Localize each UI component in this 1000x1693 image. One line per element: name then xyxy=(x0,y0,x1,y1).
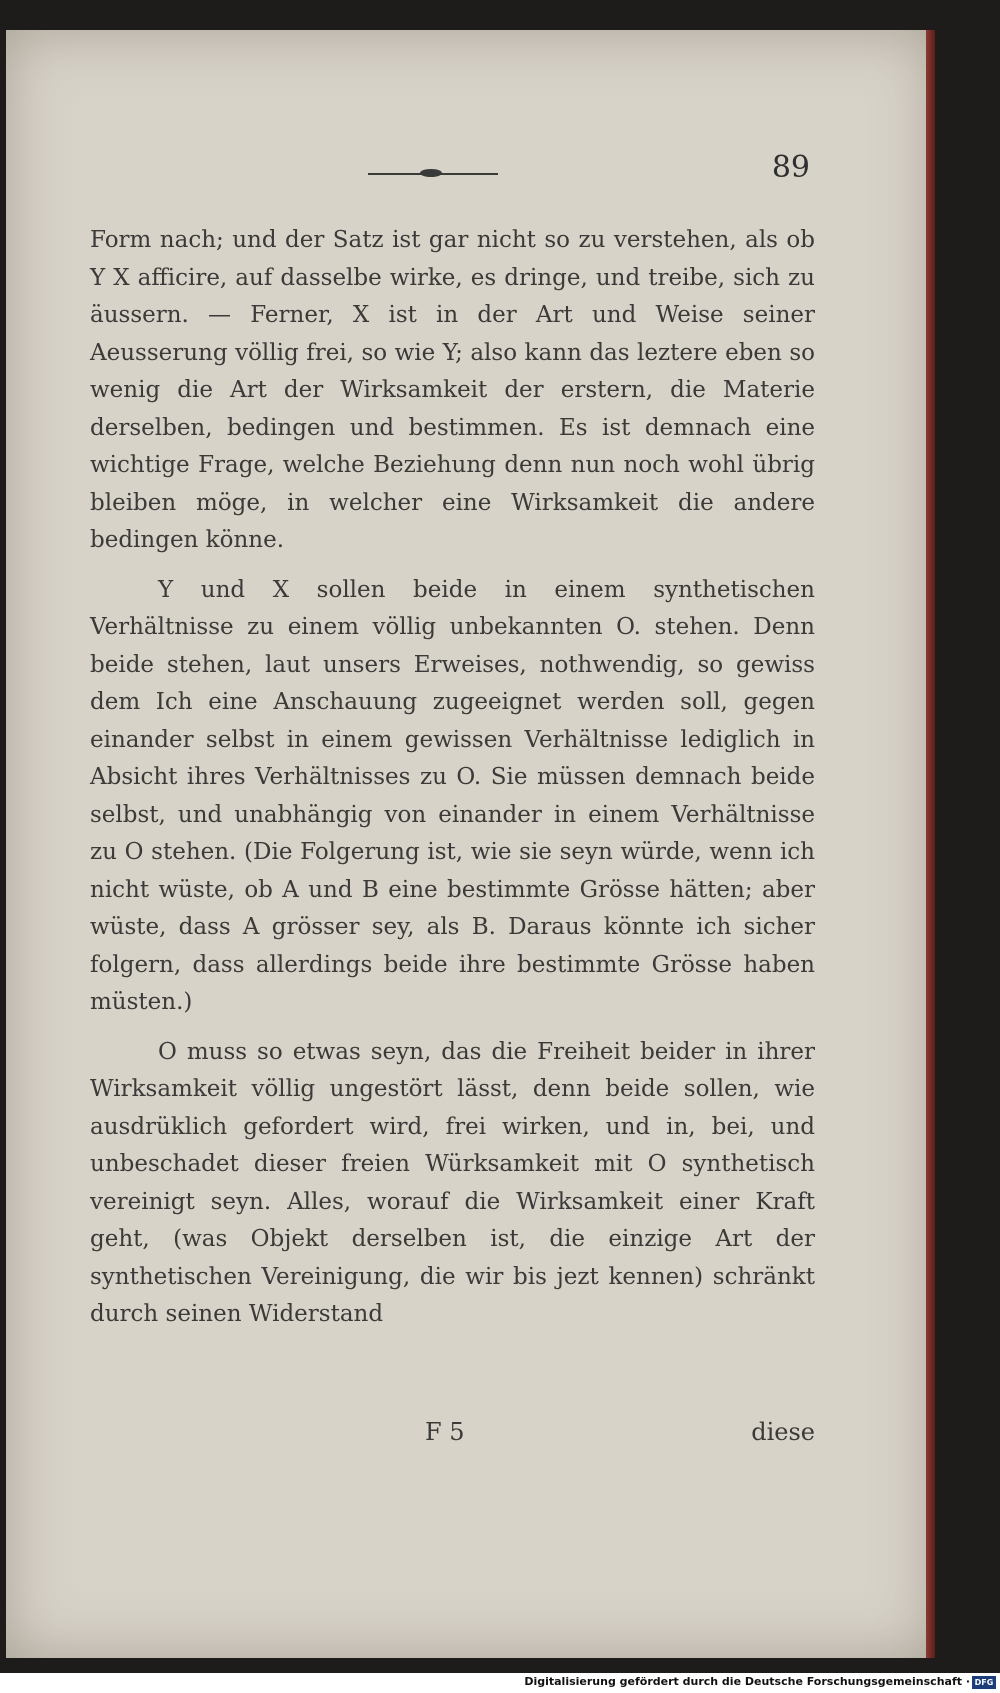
digitization-credit: Digitalisierung gefördert durch die Deutsche Forschungsgemeinschaft · xyxy=(524,1675,970,1688)
ornament-center xyxy=(420,169,442,177)
paragraph-3: O muss so etwas seyn, das die Freiheit beider in ihrer Wirksamkeit völlig ungestört lässt, denn beide sollen, wie ausdrüklich gefordert wird, frei wirken, und in, bei, und unbeschadet dieser freien Würksamkeit mit O synthetisch vereinigt seyn. Alles, worauf die Wirksamkeit einer Kraft geht, (was Objekt derselben ist, die einzige Art der synthetischen Vereinigung, die wir bis jezt kennen) schränkt durch seinen Widerstand xyxy=(90,1038,815,1327)
dfg-logo: DFG xyxy=(972,1676,996,1689)
page-number: 89 xyxy=(771,150,810,185)
page-header xyxy=(90,150,810,200)
catchword: diese xyxy=(751,1418,815,1446)
paragraph-1: Form nach; und der Satz ist gar nicht so zu verstehen, als ob Y X afficire, auf dasselbe wirke, es dringe, und treibe, sich zu äussern. — Ferner, X ist in der Art und Weise seiner Aeusserung völlig frei, so wie Y; also kann das leztere eben so wenig die Art der Wirksamkeit der erstern, die Materie derselben, bedingen und bestimmen. Es ist demnach eine wichtige Frage, welche Beziehung denn nun noch wohl übrig bleiben möge, in welcher eine Wirksamkeit die andere bedingen könne. xyxy=(90,227,815,553)
signature-mark: F 5 xyxy=(425,1418,465,1446)
paragraph-2: Y und X sollen beide in einem synthetischen Verhältnisse zu einem völlig unbekannten O. stehen. Denn beide stehen, laut unsers Erweises, nothwendig, so gewiss dem Ich eine Anschauung zugeeignet werden soll, gegen einander selbst in einem gewissen Verhältnisse lediglich in Absicht ihres Verhältnisses zu O. Sie müssen demnach beide selbst, und unabhängig von einander in einem Verhältnisse zu O stehen. (Die Folgerung ist, wie sie seyn würde, wenn ich nicht wüste, ob A und B eine bestimmte Grösse hätten; aber wüste, dass A grösser sey, als B. Daraus könnte ich sicher folgern, dass allerdings beide ihre bestimmte Grösse haben müsten.) xyxy=(90,576,815,1015)
page-edge xyxy=(926,30,935,1658)
header-ornament xyxy=(368,172,498,176)
body-text xyxy=(90,222,815,1334)
page-footer xyxy=(90,1418,815,1458)
